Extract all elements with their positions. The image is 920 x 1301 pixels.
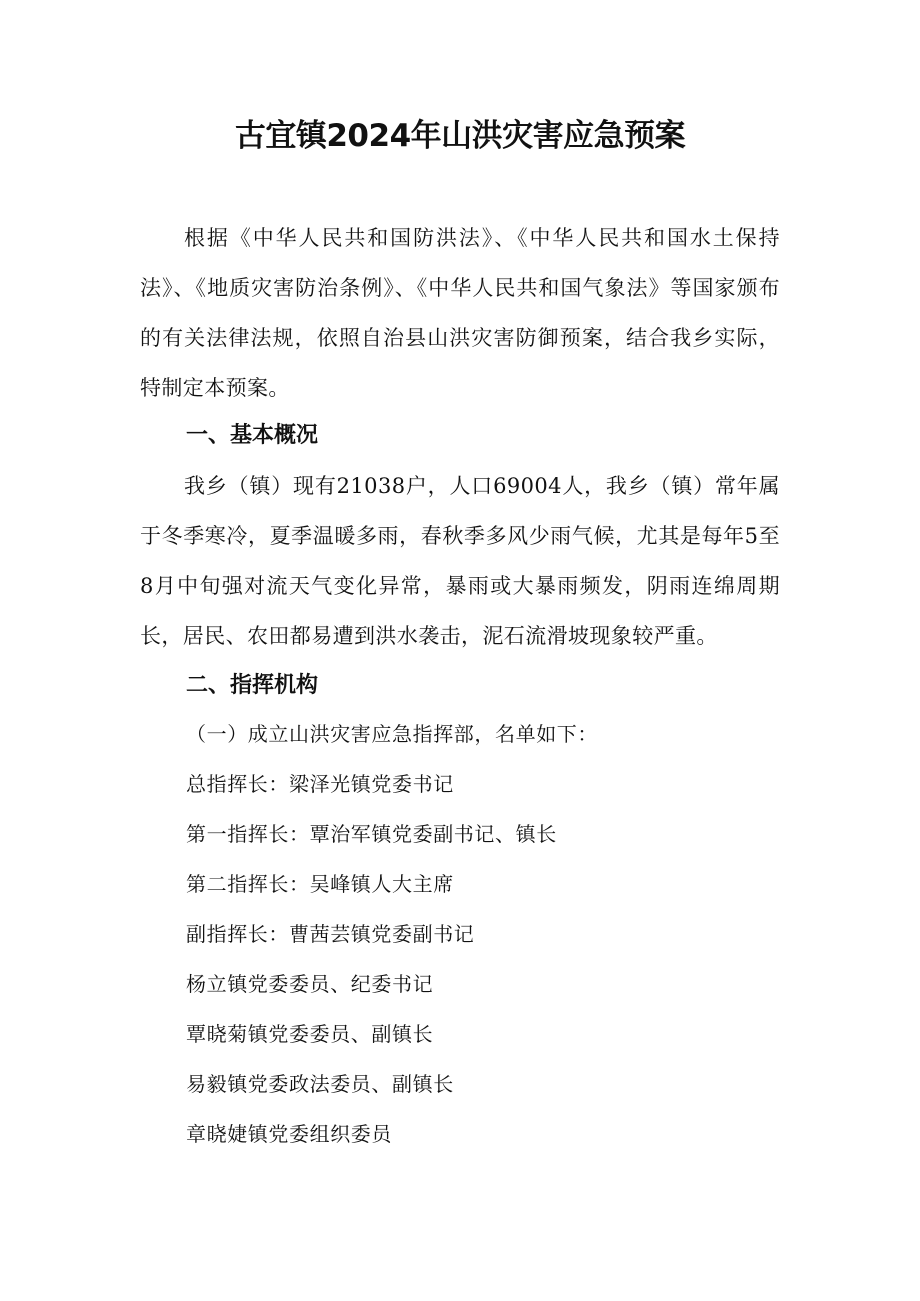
member-line: 易毅镇党委政法委员、副镇长	[186, 1072, 454, 1096]
member-line: 覃晓菊镇党委委员、副镇长	[186, 1022, 434, 1046]
member-line: 第一指挥长：覃治军镇党委副书记、镇长	[186, 822, 557, 846]
section-2-heading: 二、指挥机构	[186, 673, 319, 698]
section-2-subheading: （一）成立山洪灾害应急指挥部，名单如下：	[186, 722, 598, 746]
document-title: 古宜镇2024年山洪灾害应急预案	[234, 118, 686, 154]
member-line: 杨立镇党委委员、纪委书记	[186, 972, 434, 996]
intro-paragraph: 根据《中华人民共和国防洪法》、《中华人民共和国水土保持法》、《地质灾害防治条例》、《中华人民共和国气象法》等国家颁布的有关法律法规，依照自治县山洪灾害防御预案，结合我乡实际，特制定本预案。	[140, 226, 780, 400]
member-line: 副指挥长：曹茜芸镇党委副书记	[186, 922, 475, 946]
member-line: 第二指挥长：吴峰镇人大主席	[186, 872, 454, 896]
member-line: 总指挥长：梁泽光镇党委书记	[186, 772, 454, 796]
section-1-paragraph: 我乡（镇）现有21038户，人口69004人，我乡（镇）常年属于冬季寒冷，夏季温暖多雨，春秋季多风少雨气候，尤其是每年5至8月中旬强对流天气变化异常，暴雨或大暴雨频发，阴雨连绵周期长，居民、农田都易遭到洪水袭击，泥石流滑坡现象较严重。	[140, 474, 780, 648]
member-line: 章晓婕镇党委组织委员	[186, 1122, 392, 1146]
section-1-heading: 一、基本概况	[186, 423, 319, 448]
